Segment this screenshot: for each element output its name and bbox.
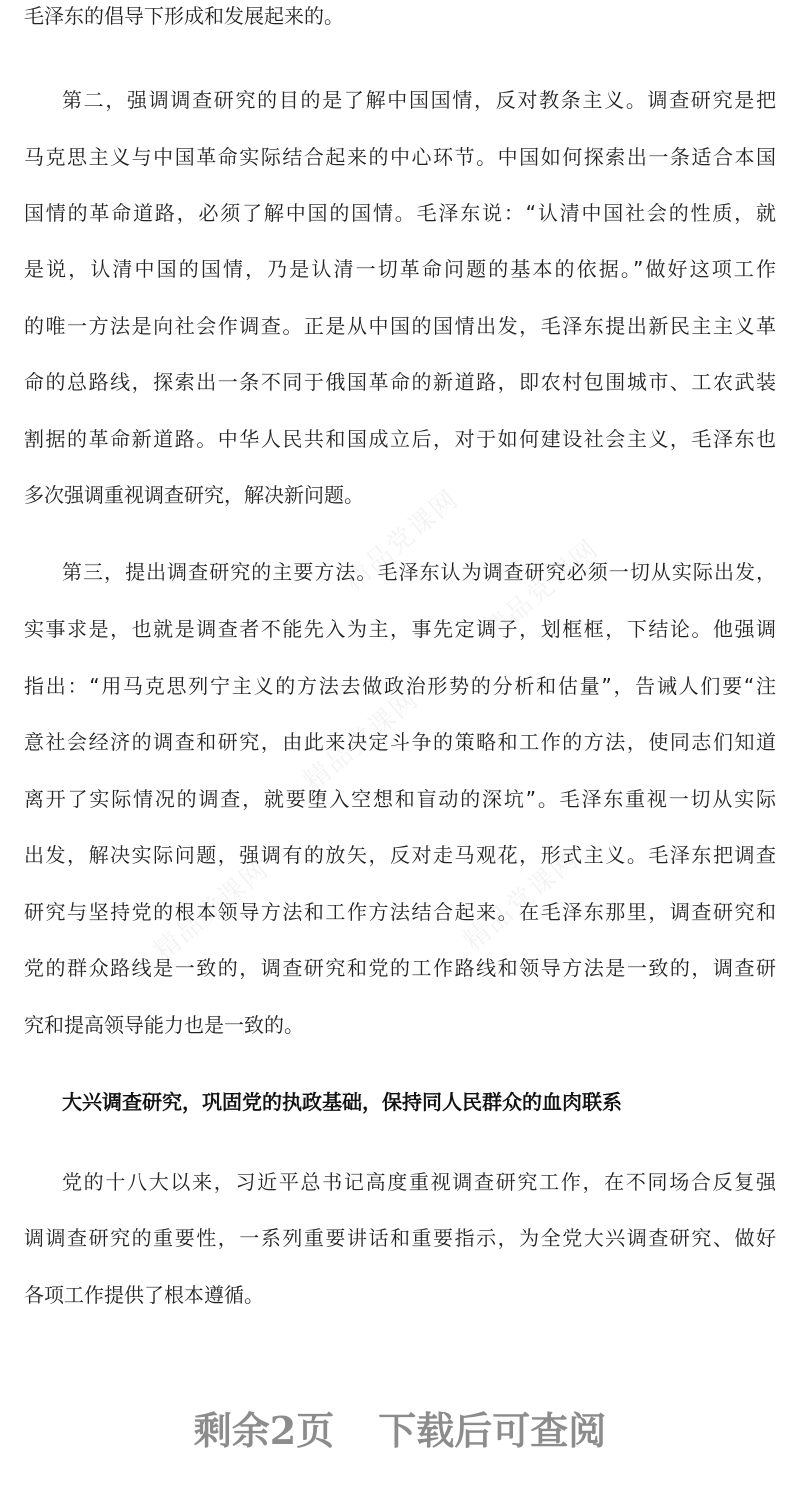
download-prompt[interactable] xyxy=(0,1400,800,1455)
paragraph-line: 指出：“用马克思列宁主义的方法去做政治形势的分析和估量”，告诫人们要“注 xyxy=(24,674,776,698)
paragraph-line: 是说，认清中国的国情，乃是认清一切革命问题的基本的依据。”做好这项工作 xyxy=(24,257,776,281)
watermark: 精品党课网 xyxy=(148,853,275,967)
paragraph-line: 国情的革命道路，必须了解中国的国情。毛泽东说：“认清中国社会的性质，就 xyxy=(24,201,776,225)
paragraph-line: 调调查研究的重要性，一系列重要讲话和重要指示，为全党大兴调查研究、做好 xyxy=(24,1226,776,1250)
watermark: 精品党课网 xyxy=(298,683,425,797)
paragraph-line: 的唯一方法是向社会作调查。正是从中国的国情出发，毛泽东提出新民主主义革 xyxy=(24,314,776,338)
section-heading: 大兴调查研究，巩固党的执政基础，保持同人民群众的血肉联系 xyxy=(62,1090,622,1114)
paragraph-line: 命的总路线，探索出一条不同于俄国革命的新道路，即农村包围城市、工农武装 xyxy=(24,370,776,394)
paragraph-line: 马克思主义与中国革命实际结合起来的中心环节。中国如何探索出一条适合本国 xyxy=(24,145,776,169)
download-to-view-text: 下载后可查阅 xyxy=(378,1408,607,1453)
remaining-pages-text: 剩余2页 xyxy=(193,1408,335,1453)
watermark: 精品党课网 xyxy=(478,533,605,647)
watermark: 精品党课网 xyxy=(338,483,465,597)
paragraph-line: 研究与坚持党的根本领导方法和工作方法结合起来。在毛泽东那里，调查研究和 xyxy=(24,900,776,924)
paragraph-line: 第二，强调调查研究的目的是了解中国国情，反对教条主义。调查研究是把 xyxy=(62,88,776,112)
paragraph-line: 意社会经济的调查和研究，由此来决定斗争的策略和工作的方法，使同志们知道 xyxy=(24,730,776,754)
paragraph-line: 究和提高领导能力也是一致的。 xyxy=(24,1013,304,1037)
paragraph-line: 离开了实际情况的调查，就要堕入空想和盲动的深坑”。毛泽东重视一切从实际 xyxy=(24,787,776,811)
paragraph-line: 出发，解决实际问题，强调有的放矢，反对走马观花，形式主义。毛泽东把调查 xyxy=(24,843,776,867)
paragraph-line: 第三，提出调查研究的主要方法。毛泽东认为调查研究必须一切从实际出发， xyxy=(62,560,776,584)
watermark: 精品党课网 xyxy=(458,843,585,957)
paragraph-line: 实事求是，也就是调查者不能先入为主，事先定调子，划框框，下结论。他强调 xyxy=(24,617,776,641)
paragraph-line: 各项工作提供了根本遵循。 xyxy=(24,1283,264,1307)
paragraph-line: 多次强调重视调查研究，解决新问题。 xyxy=(24,483,364,507)
paragraph-line: 党的群众路线是一致的，调查研究和党的工作路线和领导方法是一致的，调查研 xyxy=(24,956,776,980)
paragraph-line: 党的十八大以来，习近平总书记高度重视调查研究工作，在不同场合反复强 xyxy=(62,1170,776,1194)
paragraph-line: 割据的革命新道路。中华人民共和国成立后，对于如何建设社会主义，毛泽东也 xyxy=(24,427,776,451)
paragraph-line: 毛泽东的倡导下形成和发展起来的。 xyxy=(24,4,344,28)
